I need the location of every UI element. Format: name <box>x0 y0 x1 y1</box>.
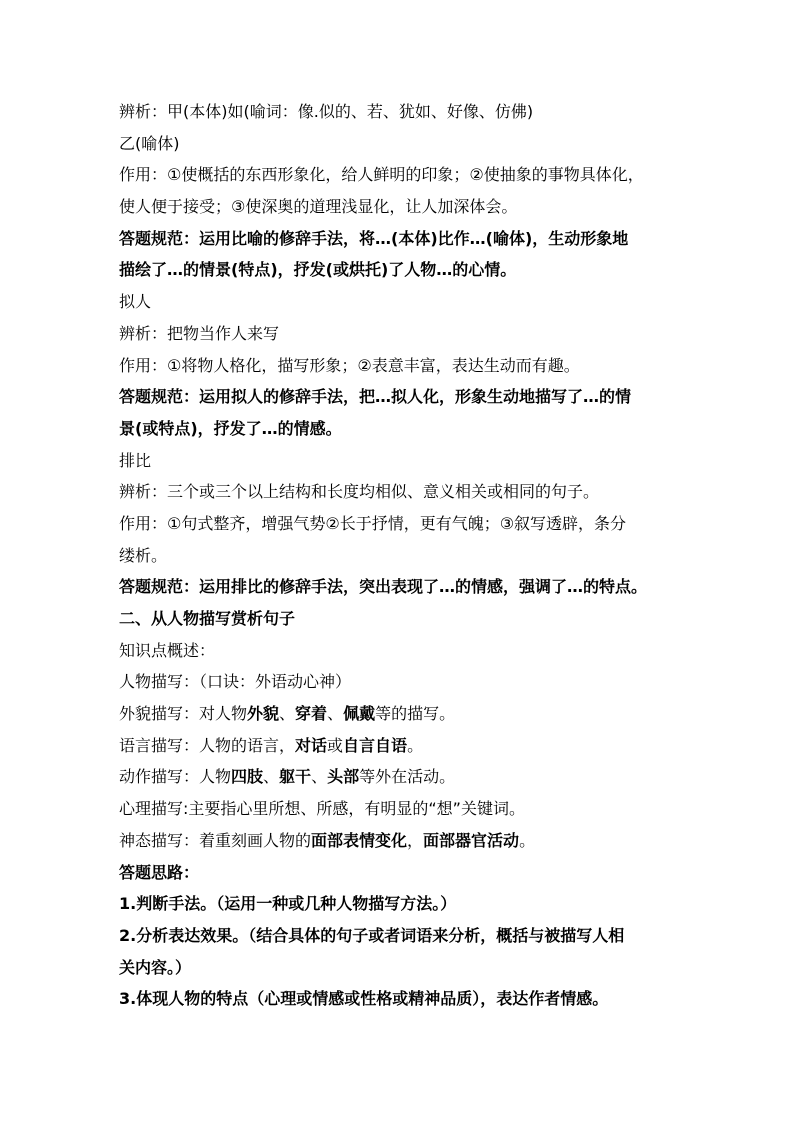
text-line <box>119 286 679 318</box>
bold-text-segment: 外貌 <box>247 704 280 724</box>
text-line <box>119 857 679 889</box>
text-line <box>119 350 679 382</box>
bold-text-segment: 景(或特点)，抒发了…的情感。 <box>119 418 342 438</box>
text-segment: 缕析。 <box>119 545 168 565</box>
text-line <box>119 571 679 603</box>
text-segment: 外貌描写：对人物 <box>119 704 248 724</box>
text-segment: 人物描写：（口诀：外语动心神） <box>119 672 352 692</box>
text-line <box>119 413 679 445</box>
text-segment: 等的描写。 <box>375 704 456 724</box>
text-segment: 知识点概述： <box>119 640 216 660</box>
text-line <box>119 191 679 223</box>
text-segment: ， <box>407 830 424 850</box>
bold-text-segment: 对话 <box>295 735 328 755</box>
bold-text-segment: 关内容。） <box>119 957 192 977</box>
text-line <box>119 508 679 540</box>
text-line <box>119 952 679 984</box>
bold-text-segment: 答题思路： <box>119 862 200 882</box>
bold-text-segment: 答题规范：运用比喻的修辞手法，将…(本体)比作…(喻体)，生动形象地 <box>119 228 629 248</box>
text-line <box>119 476 679 508</box>
text-segment: 、 <box>279 704 296 724</box>
text-segment: 、 <box>311 767 328 787</box>
bold-text-segment: 四肢 <box>231 767 264 787</box>
text-line <box>119 318 679 350</box>
text-line <box>119 825 679 857</box>
bold-text-segment: 3.体现人物的特点（心理或情感或性格或精神品质），表达作者情感。 <box>119 989 609 1009</box>
text-segment: 。 <box>519 830 536 850</box>
bold-text-segment: 答题规范：运用拟人的修辞手法，把…拟人化，形象生动地描写了…的情 <box>119 387 632 407</box>
text-line <box>119 159 679 191</box>
text-segment: 等外在活动。 <box>359 767 456 787</box>
bold-text-segment: 自言自语 <box>343 735 408 755</box>
text-segment: 使人便于接受；③使深奥的道理浅显化，让人加深体会。 <box>119 197 518 217</box>
text-line <box>119 635 679 667</box>
text-line <box>119 128 679 160</box>
bold-text-segment: 面部器官活动 <box>423 830 520 850</box>
text-line <box>119 540 679 572</box>
text-line <box>119 761 679 793</box>
bold-text-segment: 穿着 <box>295 704 328 724</box>
text-segment: 。 <box>407 735 424 755</box>
text-line <box>119 223 679 255</box>
text-line <box>119 983 679 1015</box>
text-segment: 神态描写：着重刻画人物的 <box>119 830 312 850</box>
text-line <box>119 445 679 477</box>
text-segment: 动作描写：人物 <box>119 767 232 787</box>
text-line <box>119 698 679 730</box>
text-segment: 辨析：三个或三个以上结构和长度均相似、意义相关或相同的句子。 <box>119 482 600 502</box>
bold-text-segment: 2.分析表达效果。（结合具体的句子或者词语来分析，概括与被描写人相 <box>119 925 625 945</box>
bold-text-segment: 答题规范：运用排比的修辞手法，突出表现了…的情感，强调了…的特点。 <box>119 577 648 597</box>
text-segment: 拟人 <box>119 292 152 312</box>
text-segment: 辨析：甲(本体)如(喻词：像.似的、若、犹如、好像、仿佛) <box>119 102 534 121</box>
bold-text-segment: 二、从人物描写赏析句子 <box>119 609 296 628</box>
text-line <box>119 381 679 413</box>
text-line <box>119 793 679 825</box>
text-segment: 、 <box>327 704 344 724</box>
text-segment: 心理描写:主要指心里所想、所感，有明显的“想”关键词。 <box>119 799 525 819</box>
text-line <box>119 888 679 920</box>
bold-text-segment: 面部表情变化 <box>311 830 408 850</box>
bold-text-segment: 描绘了…的情景(特点)，抒发(或烘托)了人物…的心情。 <box>119 260 517 280</box>
text-segment: 或 <box>327 735 344 755</box>
text-line <box>119 920 679 952</box>
bold-text-segment: 头部 <box>327 767 360 787</box>
bold-text-segment: 佩戴 <box>343 704 376 724</box>
text-segment: 排比 <box>119 450 152 470</box>
text-segment: 辨析：把物当作人来写 <box>119 323 280 343</box>
text-segment: 、 <box>263 767 280 787</box>
text-line <box>119 730 679 762</box>
text-line <box>119 666 679 698</box>
text-line <box>119 603 679 635</box>
text-segment: 作用：①将物人格化，描写形象；②表意丰富，表达生动而有趣。 <box>119 355 580 375</box>
bold-text-segment: 躯干 <box>279 767 312 787</box>
text-line <box>119 254 679 286</box>
text-segment: 语言描写：人物的语言， <box>119 735 296 755</box>
document-body <box>119 96 679 1015</box>
text-segment: 乙(喻体) <box>119 133 180 153</box>
text-line <box>119 96 679 128</box>
text-segment: 作用：①使概括的东西形象化，给人鲜明的印象；②使抽象的事物具体化， <box>119 165 644 185</box>
bold-text-segment: 1.判断手法。（运用一种或几种人物描写方法。） <box>119 894 457 914</box>
text-segment: 作用：①句式整齐，增强气势②长于抒情，更有气魄；③叙写透辟，条分 <box>119 513 627 533</box>
